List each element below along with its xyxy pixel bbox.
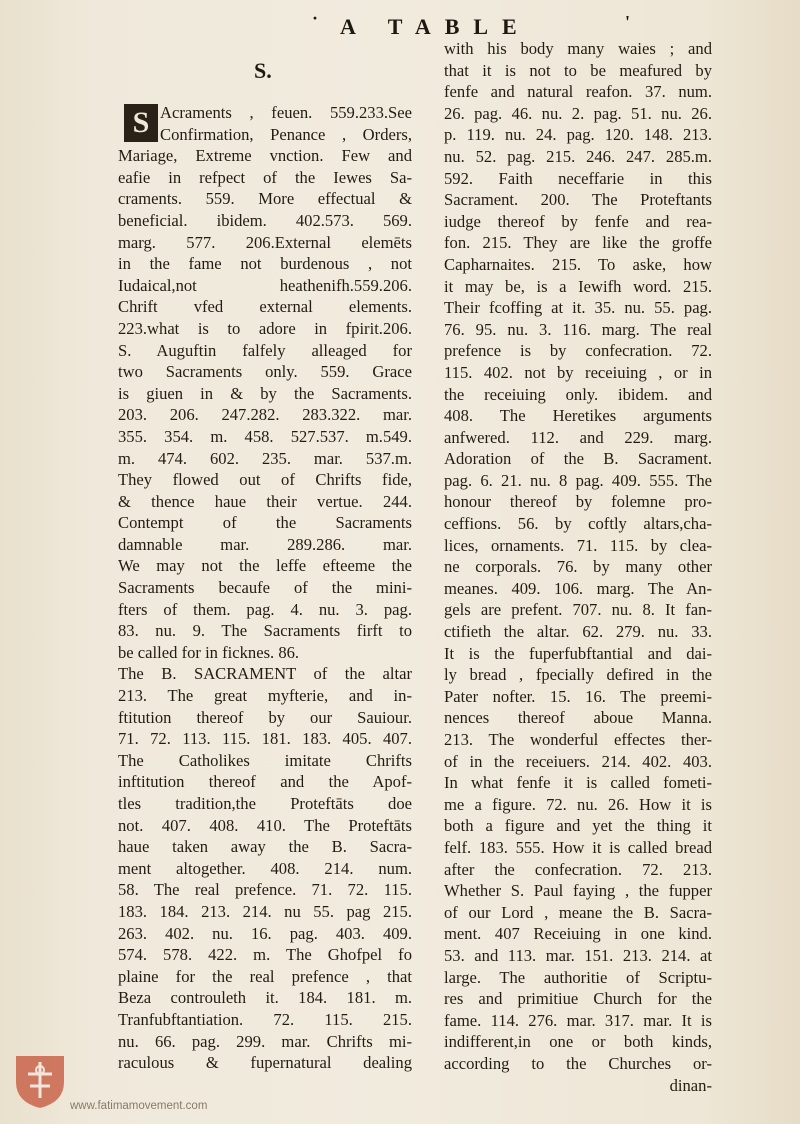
text-line: meanes. 409. 106. marg. The An- <box>444 578 712 598</box>
text-line: is giuen in & by the Sacraments. <box>118 383 412 403</box>
text-line: Confirmation, Penance , Orders, <box>160 124 412 144</box>
text-line: ne corporals. 76. by many other <box>444 557 712 577</box>
text-line: m. 474. 602. 235. mar. 537.m. <box>118 448 412 468</box>
text-line: 76. 95. nu. 3. 116. marg. The real <box>444 319 712 339</box>
text-line: fame. 114. 276. mar. 317. mar. It is <box>444 1010 712 1030</box>
text-line: inftitution thereof and the Apof- <box>118 772 412 792</box>
text-line: prefence is by confecration. 72. <box>444 341 712 361</box>
text-line: nu. 66. pag. 299. mar. Chrifts mi- <box>118 1031 412 1051</box>
text-line: Capharnaites. 215. To aske, how <box>444 254 712 274</box>
text-line: be called for in ficknes. 86. <box>118 642 300 662</box>
text-line: eafie in refpect of the Iewes Sa- <box>118 167 412 187</box>
text-line: Whether S. Paul faying , the fupper <box>444 881 712 901</box>
text-line: & thence haue their vertue. 244. <box>118 491 412 511</box>
text-line: Mariage, Extreme vnction. Few and <box>118 146 412 166</box>
text-line: nences thereof aboue Manna. <box>444 708 712 728</box>
text-line: the receiuing only. ibidem. and <box>444 384 712 404</box>
text-line: Iudaical,not heathenifh.559.206. <box>118 275 412 295</box>
text-line: anfwered. 112. and 229. marg. <box>444 427 712 447</box>
text-line: 71. 72. 113. 115. 181. 183. 405. 407. <box>118 729 412 749</box>
text-line: nu. 52. pag. 215. 246. 247. 285.m. <box>444 146 712 166</box>
running-title: A TABLE <box>340 14 531 39</box>
text-line: beneficial. ibidem. 402.573. 569. <box>118 210 412 230</box>
text-line: me a figure. 72. nu. 26. How it is <box>444 794 712 814</box>
text-line: 183. 184. 213. 214. nu 55. pag 215. <box>118 901 412 921</box>
text-line: ly bread , fpecially defired in the <box>444 665 712 685</box>
text-line: 223.what is to adore in fpirit.206. <box>118 318 412 338</box>
right-column <box>444 38 712 1096</box>
text-line: indifferent,in one or both kinds, <box>444 1032 712 1052</box>
text-line: honour thereof by folemne pro- <box>444 492 712 512</box>
text-line: felf. 183. 555. How it is called bread <box>444 837 712 857</box>
text-line: of our Lord , meane the B. Sacra- <box>444 902 712 922</box>
text-line: craments. 559. More effectual & <box>118 189 412 209</box>
text-line: marg. 577. 206.External elemēts <box>118 232 412 252</box>
text-line: according to the Churches or- <box>444 1053 712 1073</box>
drop-cap: S <box>124 104 158 142</box>
text-line: pag. 6. 21. nu. 8 pag. 409. 555. The <box>444 470 712 490</box>
text-line: Beza controuleth it. 184. 181. m. <box>118 988 412 1008</box>
text-line: lices, ornaments. 71. 115. by clea- <box>444 535 712 555</box>
text-line: both a figure and yet the thing it <box>444 816 712 836</box>
text-line: ment altogether. 408. 214. num. <box>118 858 412 878</box>
text-line: 355. 354. m. 458. 527.537. m.549. <box>118 426 412 446</box>
text-line: 115. 402. not by receiuing , or in <box>444 362 712 382</box>
section-letter: S. <box>254 58 272 83</box>
header-dot: · <box>312 8 319 28</box>
text-line: fenfe and natural reafon. 37. num. <box>444 82 712 102</box>
text-line: fon. 215. They are like the groffe <box>444 233 712 253</box>
text-line: ftitution thereof by our Sauiour. <box>118 707 412 727</box>
text-line: 592. Faith neceffarie in this <box>444 168 712 188</box>
text-line: 574. 578. 422. m. The Ghofpel fo <box>118 945 412 965</box>
text-line: Pater nofter. 15. 16. The preemi- <box>444 686 712 706</box>
text-line: 53. and 113. mar. 151. 213. 214. at <box>444 945 712 965</box>
text-line: 213. The wonderful effectes ther- <box>444 730 712 749</box>
text-line: plaine for the real prefence , that <box>118 966 412 986</box>
text-line: The B. SACRAMENT of the altar <box>118 664 412 684</box>
text-line: fters of them. pag. 4. nu. 3. pag. <box>118 599 412 619</box>
text-line: haue taken away the B. Sacra- <box>118 837 412 857</box>
text-line: res and primitiue Church for the <box>444 989 712 1009</box>
text-line: 203. 206. 247.282. 283.322. mar. <box>118 405 412 425</box>
text-line: 408. The Heretikes arguments <box>444 406 712 426</box>
text-line: that it is not to be meafured by <box>444 60 712 80</box>
text-line: p. 119. nu. 24. pag. 120. 148. 213. <box>444 125 712 145</box>
text-line: Tranfubftantiation. 72. 115. 215. <box>118 1009 412 1029</box>
text-line: ctifieth the altar. 62. 279. nu. 33. <box>444 622 712 642</box>
text-line: It is the fuperfubftantial and dai- <box>444 643 712 663</box>
text-line: 58. The real prefence. 71. 72. 115. <box>118 880 412 900</box>
text-line: dinan- <box>669 1075 712 1095</box>
text-line: gels are prefent. 707. nu. 8. It fan- <box>444 600 712 620</box>
text-line: of in the receiuers. 214. 402. 403. <box>444 751 712 771</box>
text-line: 213. The great myfterie, and in- <box>118 686 412 706</box>
text-line: Sacraments becaufe of the mini- <box>118 578 412 598</box>
text-line: tles tradition,the Proteftāts doe <box>118 794 412 813</box>
text-line: large. The authoritie of Scriptu- <box>444 967 712 987</box>
text-line: it may be, is a Iewifh word. 215. <box>444 276 712 296</box>
text-line: Contempt of the Sacraments <box>118 513 412 533</box>
text-line: iudge thereof by fenfe and rea- <box>444 211 712 231</box>
text-line: after the confecration. 72. 213. <box>444 859 712 879</box>
text-line: in the fame not burdenous , not <box>118 254 412 274</box>
text-line: 263. 402. nu. 16. pag. 403. 409. <box>118 923 412 943</box>
text-line: not. 407. 408. 410. The Proteftāts <box>118 815 412 835</box>
text-line: Their fcoffing at it. 35. nu. 55. pag. <box>444 298 712 318</box>
text-line: ment. 407 Receiuing in one kind. <box>444 924 712 944</box>
text-line: We may not the leffe efteeme the <box>118 556 412 576</box>
left-column <box>118 102 412 1074</box>
text-line: In what fenfe it is called fometi- <box>444 773 712 793</box>
text-line: Chrift vfed external elements. <box>118 297 412 317</box>
text-line: raculous & fupernatural dealing <box>118 1053 412 1073</box>
website-watermark[interactable]: www.fatimamovement.com <box>70 1100 208 1112</box>
text-line: two Sacraments only. 559. Grace <box>118 362 412 382</box>
fatima-seal-icon <box>12 1052 68 1110</box>
text-line: with his body many waies ; and <box>444 39 712 58</box>
text-line: Adoration of the B. Sacrament. <box>444 449 712 469</box>
text-line: 83. nu. 9. The Sacraments firft to <box>118 621 412 641</box>
text-line: They flowed out of Chrifts fide, <box>118 470 412 490</box>
text-line: Sacrament. 200. The Proteftants <box>444 190 712 210</box>
text-line: Acraments , feuen. 559.233.See <box>160 103 412 122</box>
text-line: 26. pag. 46. nu. 2. pag. 51. nu. 26. <box>444 103 712 123</box>
text-line: damnable mar. 289.286. mar. <box>118 534 412 554</box>
text-line: S. Auguftin falfely alleaged for <box>118 340 412 360</box>
text-line: The Catholikes imitate Chrifts <box>118 750 412 770</box>
header-mark: ' <box>625 12 631 32</box>
text-line: ceffions. 56. by coftly altars,cha- <box>444 514 712 534</box>
